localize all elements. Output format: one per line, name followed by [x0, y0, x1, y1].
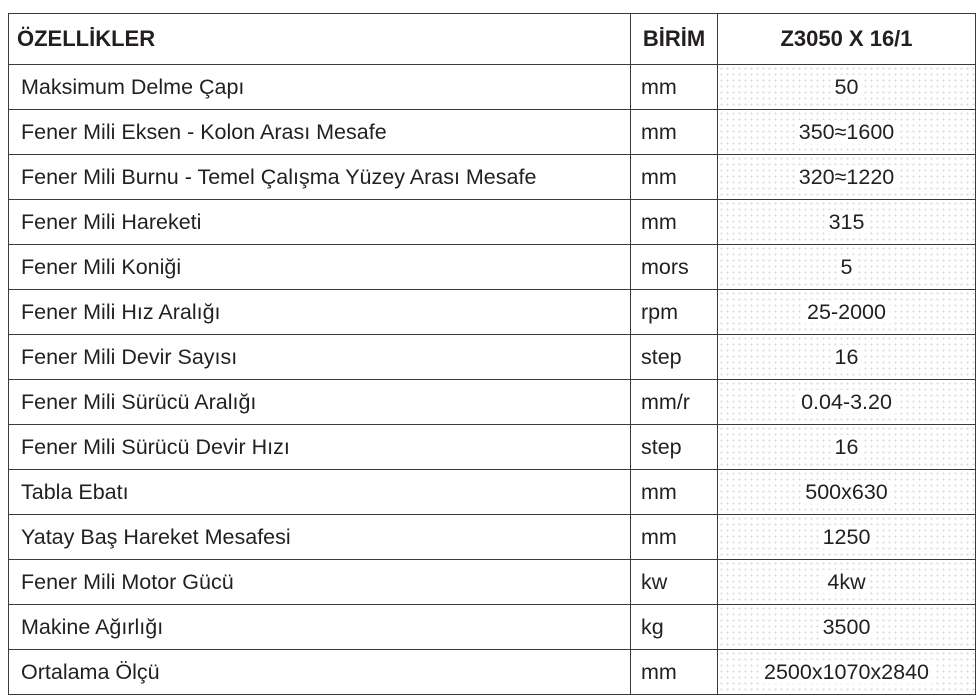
feature-cell: Makine Ağırlığı	[9, 605, 631, 650]
table-row	[9, 605, 976, 650]
value-text: 500x630	[801, 480, 892, 504]
value-cell	[718, 470, 976, 515]
value-text: 2500x1070x2840	[760, 660, 933, 684]
table-row	[9, 515, 976, 560]
feature-cell: Fener Mili Motor Gücü	[9, 560, 631, 605]
table-row	[9, 425, 976, 470]
table-row	[9, 200, 976, 245]
value-cell	[718, 425, 976, 470]
unit-cell: mm	[631, 110, 718, 155]
value-text: 16	[831, 345, 863, 369]
feature-cell: Fener Mili Hız Aralığı	[9, 290, 631, 335]
feature-cell: Fener Mili Eksen - Kolon Arası Mesafe	[9, 110, 631, 155]
feature-cell: Fener Mili Devir Sayısı	[9, 335, 631, 380]
value-text: 1250	[819, 525, 875, 549]
table-row	[9, 245, 976, 290]
unit-cell: mm	[631, 470, 718, 515]
unit-cell: step	[631, 335, 718, 380]
unit-cell: mm	[631, 155, 718, 200]
table-row	[9, 110, 976, 155]
feature-cell: Fener Mili Hareketi	[9, 200, 631, 245]
header-unit: BİRİM	[631, 14, 718, 65]
unit-cell: mm	[631, 515, 718, 560]
value-text: 0.04-3.20	[797, 390, 896, 414]
table-header-row	[9, 14, 976, 65]
table-row	[9, 290, 976, 335]
table-row	[9, 380, 976, 425]
feature-cell: Tabla Ebatı	[9, 470, 631, 515]
value-cell	[718, 515, 976, 560]
value-cell	[718, 650, 976, 695]
unit-cell: mm	[631, 650, 718, 695]
table-row	[9, 335, 976, 380]
value-cell	[718, 110, 976, 155]
value-cell	[718, 335, 976, 380]
value-cell	[718, 380, 976, 425]
value-text: 4kw	[823, 570, 869, 594]
header-model: Z3050 X 16/1	[718, 14, 976, 65]
value-text: 50	[831, 75, 863, 99]
value-cell	[718, 65, 976, 110]
value-text: 25-2000	[803, 300, 890, 324]
unit-cell: kw	[631, 560, 718, 605]
value-cell	[718, 605, 976, 650]
value-text: 320≈1220	[795, 165, 899, 189]
value-text: 350≈1600	[795, 120, 899, 144]
table-row	[9, 155, 976, 200]
value-text: 315	[825, 210, 869, 234]
value-cell	[718, 245, 976, 290]
header-features: ÖZELLİKLER	[9, 14, 631, 65]
feature-cell: Fener Mili Sürücü Aralığı	[9, 380, 631, 425]
feature-cell: Maksimum Delme Çapı	[9, 65, 631, 110]
table-row	[9, 650, 976, 695]
feature-cell: Yatay Baş Hareket Mesafesi	[9, 515, 631, 560]
value-cell	[718, 560, 976, 605]
value-text: 16	[831, 435, 863, 459]
value-cell	[718, 200, 976, 245]
unit-cell: mors	[631, 245, 718, 290]
feature-cell: Fener Mili Burnu - Temel Çalışma Yüzey Arası Mesafe	[9, 155, 631, 200]
unit-cell: mm	[631, 200, 718, 245]
table-row	[9, 65, 976, 110]
unit-cell: step	[631, 425, 718, 470]
unit-cell: rpm	[631, 290, 718, 335]
value-cell	[718, 155, 976, 200]
unit-cell: kg	[631, 605, 718, 650]
unit-cell: mm	[631, 65, 718, 110]
feature-cell: Ortalama Ölçü	[9, 650, 631, 695]
table-row	[9, 470, 976, 515]
feature-cell: Fener Mili Koniği	[9, 245, 631, 290]
value-text: 3500	[819, 615, 875, 639]
spec-table	[8, 13, 976, 695]
table-row	[9, 560, 976, 605]
unit-cell: mm/r	[631, 380, 718, 425]
value-text: 5	[837, 255, 857, 279]
feature-cell: Fener Mili Sürücü Devir Hızı	[9, 425, 631, 470]
value-cell	[718, 290, 976, 335]
